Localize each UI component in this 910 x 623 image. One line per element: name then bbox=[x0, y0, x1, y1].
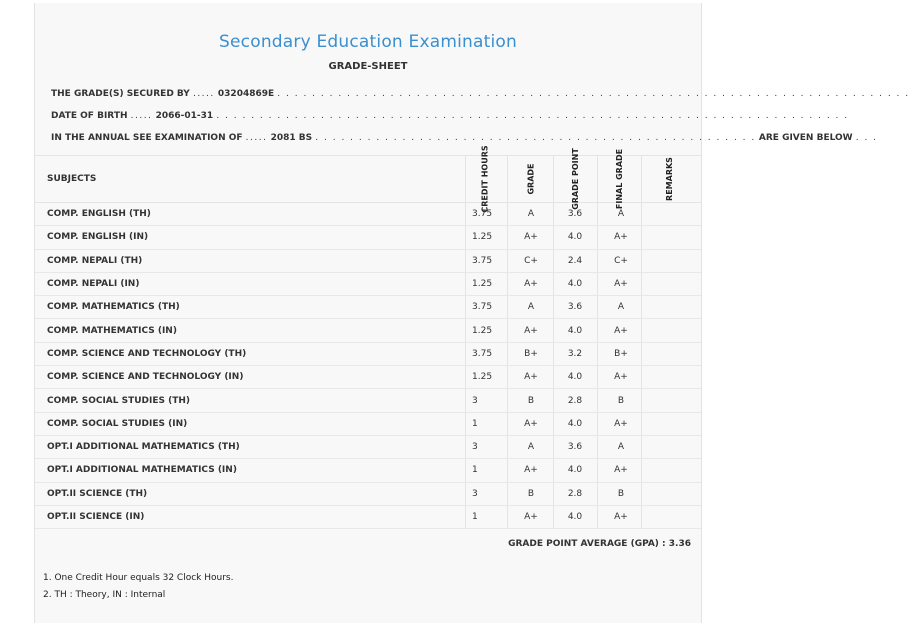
grade-cell: A+ bbox=[524, 232, 538, 243]
table-row bbox=[35, 483, 701, 506]
exam-label: IN THE ANNUAL SEE EXAMINATION OF bbox=[51, 133, 243, 143]
table-row bbox=[35, 436, 701, 459]
credit-hours-cell: 1 bbox=[472, 465, 478, 476]
grade-cell: A+ bbox=[524, 279, 538, 290]
grade-cell: A bbox=[527, 442, 535, 453]
remarks-cell bbox=[643, 273, 701, 295]
credit-hours-cell: 1.25 bbox=[472, 232, 493, 243]
credit-hours-cell: 3.75 bbox=[472, 348, 493, 359]
grade-point-cell: 4.0 bbox=[567, 279, 583, 290]
dots: . . . . . . . . . . . . . . . . . . . . . . . . . . . . . . . . . . . . . . . . . . . . . . . . . . . bbox=[315, 133, 756, 143]
table-row bbox=[35, 250, 701, 273]
grade-point-cell: 4.0 bbox=[567, 465, 583, 476]
grade-sheet bbox=[34, 3, 910, 623]
grade-point-cell: 4.0 bbox=[567, 232, 583, 243]
note-1: 1. One Credit Hour equals 32 Clock Hours. bbox=[43, 573, 234, 583]
secured-by-line bbox=[51, 89, 910, 99]
grade-point-cell: 3.2 bbox=[567, 348, 583, 359]
dots: . . . . . . . . . . . . . . . . . . . . . . . . . . . . . . . . . . . . . . . . . . . . . . . . . . . . . . . . . . . . . . . . . . . . . . . . . bbox=[216, 111, 849, 121]
dots: ..... bbox=[192, 89, 215, 99]
grade-point-cell: 4.0 bbox=[567, 325, 583, 336]
gpa-summary: GRADE POINT AVERAGE (GPA) : 3.36 bbox=[508, 539, 691, 549]
grade-point-cell: 3.6 bbox=[567, 302, 583, 313]
grade-cell: A+ bbox=[524, 512, 538, 522]
dob-value: 2066-01-31 bbox=[155, 111, 214, 121]
grade-cell: A+ bbox=[524, 325, 538, 336]
exam-line bbox=[51, 133, 878, 143]
final-grade-cell: A+ bbox=[614, 418, 628, 429]
remarks-cell bbox=[643, 250, 701, 272]
final-grade-cell: A+ bbox=[614, 279, 628, 290]
subject-cell: OPT.II SCIENCE (IN) bbox=[47, 512, 145, 522]
credit-hours-cell: 1 bbox=[472, 512, 478, 522]
table-row bbox=[35, 226, 701, 249]
grade-cell: A bbox=[527, 209, 535, 220]
final-grade-cell: B bbox=[617, 395, 625, 406]
header-grade: GRADE bbox=[527, 163, 536, 195]
credit-hours-cell: 3 bbox=[472, 442, 478, 453]
remarks-cell bbox=[643, 483, 701, 505]
grade-point-cell: 3.6 bbox=[567, 442, 583, 453]
table-row bbox=[35, 459, 701, 482]
grade-point-cell: 2.8 bbox=[567, 488, 583, 499]
final-grade-cell: A bbox=[617, 209, 625, 220]
grade-point-cell: 2.4 bbox=[567, 255, 583, 266]
grade-cell: A+ bbox=[524, 418, 538, 429]
note-2: 2. TH : Theory, IN : Internal bbox=[43, 590, 166, 600]
grade-cell: A+ bbox=[524, 465, 538, 476]
dots: ..... bbox=[245, 133, 268, 143]
credit-hours-cell: 1.25 bbox=[472, 279, 493, 290]
final-grade-cell: A+ bbox=[614, 372, 628, 383]
dots: . . . . . . . . . . . . . . . . . . . . . . . . . . . . . . . . . . . . . . . . . . . . . . . . . . . . . . . . . . . . . . . . . . . . . . . . . bbox=[277, 89, 910, 99]
page-title: Secondary Education Examination bbox=[219, 32, 517, 52]
table-row bbox=[35, 273, 701, 296]
table-row bbox=[35, 506, 701, 529]
final-grade-cell: A+ bbox=[614, 465, 628, 476]
table-row bbox=[35, 366, 701, 389]
dots: ..... bbox=[130, 111, 153, 121]
header-credit-hours: CREDIT HOURS bbox=[481, 145, 490, 213]
table-header bbox=[35, 145, 701, 213]
grade-point-cell: 4.0 bbox=[567, 418, 583, 429]
subject-cell: COMP. ENGLISH (TH) bbox=[47, 209, 151, 220]
credit-hours-cell: 3.75 bbox=[472, 255, 493, 266]
header-grade-point: GRADE POINT bbox=[571, 148, 581, 210]
secured-by-label: THE GRADE(S) SECURED BY bbox=[51, 89, 190, 99]
subject-cell: OPT.II SCIENCE (TH) bbox=[47, 488, 148, 499]
exam-suffix: ARE GIVEN BELOW bbox=[758, 133, 853, 143]
grades-table bbox=[35, 145, 701, 529]
subject-cell: COMP. MATHEMATICS (IN) bbox=[47, 325, 177, 336]
header-subjects: SUBJECTS bbox=[47, 174, 97, 184]
dots: . . . bbox=[855, 133, 878, 143]
remarks-cell bbox=[643, 226, 701, 248]
remarks-cell bbox=[643, 413, 701, 435]
table-row bbox=[35, 389, 701, 412]
grade-cell: B bbox=[527, 488, 535, 499]
page-subtitle: GRADE-SHEET bbox=[328, 61, 408, 72]
table-row bbox=[35, 203, 701, 226]
header-remarks: REMARKS bbox=[665, 157, 674, 201]
secured-by-value: 03204869E bbox=[217, 89, 275, 99]
subject-cell: OPT.I ADDITIONAL MATHEMATICS (TH) bbox=[47, 442, 240, 453]
final-grade-cell: B bbox=[617, 488, 625, 499]
subject-cell: COMP. SOCIAL STUDIES (IN) bbox=[47, 418, 188, 429]
remarks-cell bbox=[643, 319, 701, 341]
grade-cell: C+ bbox=[524, 255, 538, 266]
final-grade-cell: A+ bbox=[614, 512, 628, 522]
grade-point-cell: 3.6 bbox=[567, 209, 583, 220]
remarks-cell bbox=[643, 436, 701, 458]
final-grade-cell: C+ bbox=[614, 255, 628, 266]
exam-value: 2081 BS bbox=[270, 133, 313, 143]
grade-point-cell: 4.0 bbox=[567, 372, 583, 383]
remarks-cell bbox=[643, 366, 701, 388]
subject-cell: COMP. ENGLISH (IN) bbox=[47, 232, 149, 243]
remarks-cell bbox=[643, 203, 701, 225]
credit-hours-cell: 1.25 bbox=[472, 372, 493, 383]
subject-cell: COMP. SCIENCE AND TECHNOLOGY (IN) bbox=[47, 372, 244, 383]
remarks-cell bbox=[643, 343, 701, 365]
final-grade-cell: A bbox=[617, 442, 625, 453]
final-grade-cell: A+ bbox=[614, 325, 628, 336]
credit-hours-cell: 3.75 bbox=[472, 302, 493, 313]
grade-point-cell: 4.0 bbox=[567, 512, 583, 522]
remarks-cell bbox=[643, 506, 701, 528]
subject-cell: COMP. NEPALI (IN) bbox=[47, 279, 140, 290]
subject-cell: COMP. MATHEMATICS (TH) bbox=[47, 302, 180, 313]
remarks-cell bbox=[643, 459, 701, 481]
dob-line bbox=[51, 111, 849, 121]
grade-cell: A bbox=[527, 302, 535, 313]
grade-cell: B bbox=[527, 395, 535, 406]
credit-hours-cell: 3 bbox=[472, 488, 478, 499]
final-grade-cell: B+ bbox=[614, 348, 628, 359]
subject-cell: COMP. NEPALI (TH) bbox=[47, 255, 143, 266]
dob-label: DATE OF BIRTH bbox=[51, 111, 128, 121]
table-row bbox=[35, 296, 701, 319]
credit-hours-cell: 3 bbox=[472, 395, 478, 406]
subject-cell: COMP. SCIENCE AND TECHNOLOGY (TH) bbox=[47, 348, 247, 359]
remarks-cell bbox=[643, 389, 701, 411]
table-row bbox=[35, 413, 701, 436]
subject-cell: OPT.I ADDITIONAL MATHEMATICS (IN) bbox=[47, 465, 237, 476]
table-row bbox=[35, 343, 701, 366]
credit-hours-cell: 3.75 bbox=[472, 209, 493, 220]
credit-hours-cell: 1 bbox=[472, 418, 478, 429]
table-body bbox=[35, 203, 701, 529]
grade-cell: A+ bbox=[524, 372, 538, 383]
table-row bbox=[35, 319, 701, 342]
subject-cell: COMP. SOCIAL STUDIES (TH) bbox=[47, 395, 191, 406]
remarks-cell bbox=[643, 296, 701, 318]
grade-point-cell: 2.8 bbox=[567, 395, 583, 406]
credit-hours-cell: 1.25 bbox=[472, 325, 493, 336]
final-grade-cell: A+ bbox=[614, 232, 628, 243]
final-grade-cell: A bbox=[617, 302, 625, 313]
header-final-grade: FINAL GRADE bbox=[615, 148, 625, 210]
grade-cell: B+ bbox=[524, 348, 538, 359]
